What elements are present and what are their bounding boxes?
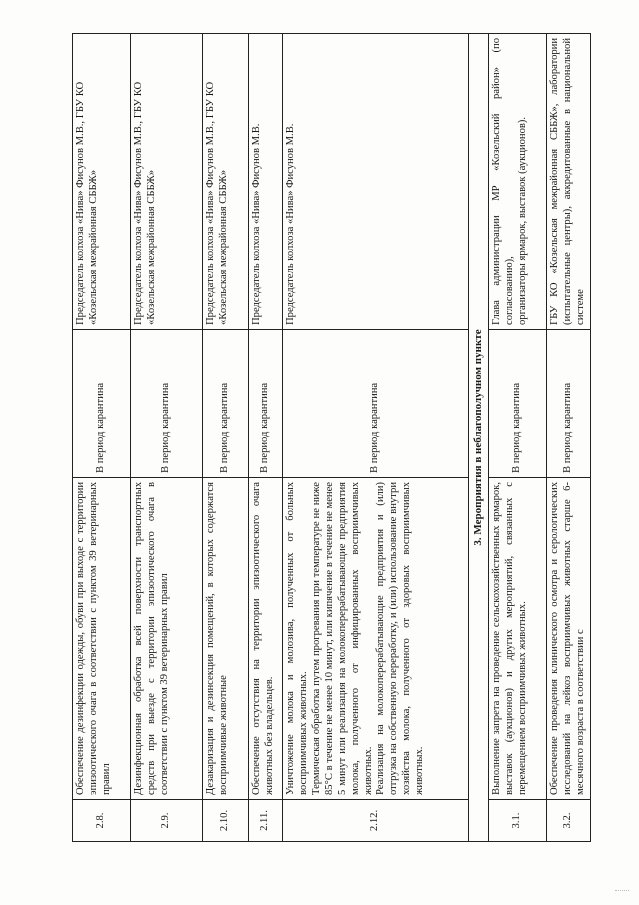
responsible-cell — [489, 34, 547, 330]
responsible-cell: ГБУ КО «Козельская межрайонная СББЖ», лаборатории (испытательные центры), аккредитованные в национальной системе — [547, 34, 591, 330]
activity-line: Уничтожение молока и молозива, полученных от больных восприимчивых животных. — [285, 482, 309, 795]
term-cell: В период карантина — [73, 330, 131, 478]
activity-cell: Обеспечение отсутствия на территории эпизоотического очага животных без владельцев. — [249, 478, 283, 800]
section-header-row — [469, 34, 489, 842]
table-row — [203, 34, 249, 842]
table-row — [283, 34, 469, 842]
row-number: 3.1. — [489, 800, 547, 842]
responsible-cell: Председатель колхоза «Нива» Фисунов М.В., ГБУ КО «Козельская межрайонная СББЖ» — [131, 34, 203, 330]
term-cell: В период карантина — [489, 330, 547, 478]
activity-cell: Дезинфекционная обработка всей поверхности транспортных средств при выезде с территории эпизоотического очага в соответствии с пунктом 39 ветеринарных правил — [131, 478, 203, 800]
table-row — [489, 34, 547, 842]
table-row — [547, 34, 591, 842]
activity-line: Термическая обработка путем прогревания при температуре не ниже 85°С в течение не менее 10 минут, или кипячение в течение не менее 5 минут или реализация на молокоперерабатывающие предприятия молока, полученного от инфицированных восприимчивых животных. — [310, 482, 374, 795]
scan-mark — [615, 890, 629, 897]
activity-cell — [283, 478, 469, 800]
responsible-line: Глава администрации МР «Козельский район» (по согласованию), — [491, 38, 516, 325]
row-number: 2.8. — [73, 800, 131, 842]
rotated-document — [72, 34, 587, 842]
term-cell: В период карантина — [547, 330, 591, 478]
responsible-cell: Председатель колхоза «Нива» Фисунов М.В. — [249, 34, 283, 330]
row-number: 3.2. — [547, 800, 591, 842]
responsible-cell: Председатель колхоза «Нива» Фисунов М.В., ГБУ КО «Козельская межрайонная СББЖ» — [73, 34, 131, 330]
term-cell: В период карантина — [203, 330, 249, 478]
row-number: 2.11. — [249, 800, 283, 842]
activity-cell: Выполнение запрета на проведение сельскохозяйственных ярмарок, выставок (аукционов) и других мероприятий, связанных с перемещением восприимчивых животных. — [489, 478, 547, 800]
row-number: 2.9. — [131, 800, 203, 842]
row-number: 2.12. — [283, 800, 469, 842]
table-row — [131, 34, 203, 842]
responsible-cell: Председатель колхоза «Нива» Фисунов М.В., ГБУ КО «Козельская межрайонная СББЖ» — [203, 34, 249, 330]
table-row — [73, 34, 131, 842]
activity-cell: Обеспечение дезинфекции одежды, обуви при выходе с территории эпизоотического очага в соответствии с пунктом 39 ветеринарных правил — [73, 478, 131, 800]
term-cell: В период карантина — [249, 330, 283, 478]
term-cell: В период карантина — [131, 330, 203, 478]
responsible-line: организаторы ярмарок, выставок (аукционов). — [517, 116, 529, 325]
activity-cell: Обеспечение проведения клинического осмотра и серологических исследований на лейкоз восприимчивых животных старше 6-месячного возраста в соответствии с — [547, 478, 591, 800]
activity-cell: Дезакаризация и дезинсекция помещений, в которых содержатся восприимчивые животные — [203, 478, 249, 800]
section-title: 3. Мероприятия в неблагополучном пункте — [469, 34, 489, 842]
measures-table — [72, 33, 591, 842]
table-row — [249, 34, 283, 842]
term-cell: В период карантина — [283, 330, 469, 478]
responsible-cell: Председатель колхоза «Нива» Фисунов М.В. — [283, 34, 469, 330]
activity-line: Реализация на молокоперерабатывающие предприятия и (или) отгрузка на собственную переработку, и (или) использование внутри хозяйства молока, полученного от здоровых восприимчивых животных. — [375, 482, 426, 795]
row-number: 2.10. — [203, 800, 249, 842]
